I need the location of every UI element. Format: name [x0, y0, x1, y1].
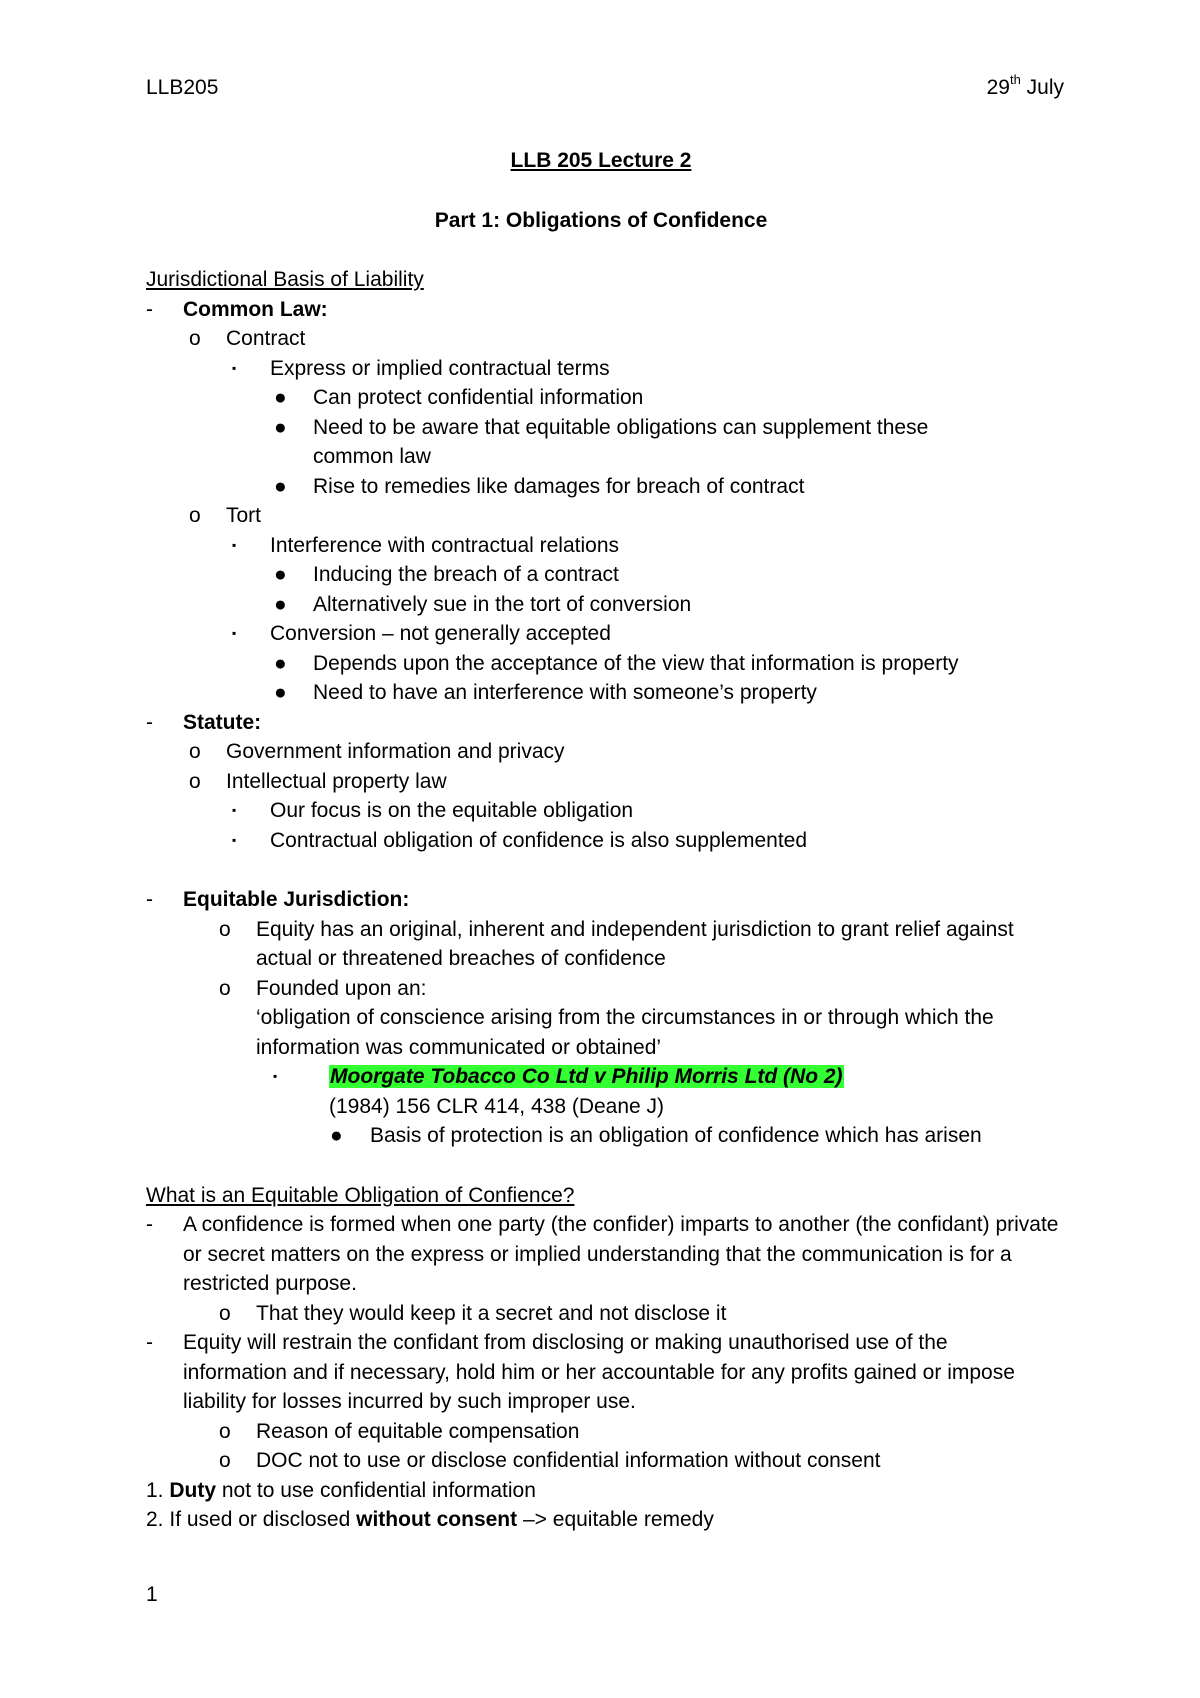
header-date-month: July [1026, 76, 1064, 99]
bold-text: without consent [356, 1508, 518, 1531]
list-item-protect [146, 383, 1066, 413]
header-date-day: 29 [986, 76, 1010, 99]
list-item-statute [146, 708, 1066, 738]
list-item-text: Conversion – not generally accepted [270, 622, 611, 645]
page-title: LLB 205 Lecture 2 [510, 149, 692, 172]
list-item-text: Reason of equitable compensation [256, 1419, 580, 1443]
square-bullet: ▪ [232, 626, 237, 640]
item-text: not to use confidential information [221, 1478, 536, 1502]
list-item-text: Basis of protection is an obligation of confidence which has arisen [370, 1124, 982, 1147]
list-item-text: Statute: [183, 710, 262, 734]
list-item-equity-original [146, 915, 1066, 974]
spacer [146, 855, 1066, 885]
list-item-text: A confidence is formed when one party (the confider) imparts to another (the confidant) private or secret matters on the express or implied understanding that the communication is for a restricted purpose. [183, 1213, 1059, 1295]
list-item-tort [146, 501, 1066, 531]
list-item-text: Tort [226, 504, 262, 527]
document-body [146, 146, 1066, 1535]
circle-bullet: o [189, 769, 201, 793]
dot-bullet: ● [330, 1124, 343, 1147]
list-item-text: Our focus is on the equitable obligation [270, 799, 634, 822]
list-item-text: Alternatively sue in the tort of conversion [313, 592, 692, 616]
circle-bullet: o [219, 976, 231, 1000]
list-item-interference [146, 531, 1066, 561]
list-item-text: Interference with contractual relations [270, 533, 620, 557]
list-item-restrain [146, 1328, 1066, 1417]
square-bullet: ▪ [232, 537, 237, 552]
list-item-common-law [146, 295, 1066, 325]
list-item-text: Need to have an interference with someone’s property [313, 681, 817, 704]
list-item-case [146, 1062, 1066, 1092]
list-item-express-terms [146, 354, 1066, 384]
list-item-text: Government information and privacy [226, 740, 565, 763]
circle-bullet: o [219, 917, 231, 941]
list-item-text: Equity will restrain the confidant from disclosing or making unauthorised use of the information and if necessary, hold him or her accountable for any profits gained or impose liability for losses incurred by such improper use. [183, 1331, 1015, 1413]
bold-text: Duty [169, 1478, 217, 1502]
dot-bullet: ● [274, 681, 287, 704]
list-item-text: Express or implied contractual terms [270, 356, 610, 380]
list-item-text: Need to be aware that equitable obligations can supplement these common law [313, 415, 929, 468]
list-item-remedies [146, 472, 1066, 502]
list-item-aware [146, 413, 1066, 472]
dot-bullet: ● [274, 415, 287, 439]
quote-text: ‘obligation of conscience arising from the circumstances in or through which the information was communicated or obtained’ [256, 1006, 994, 1059]
numbered-item-1 [146, 1476, 1066, 1506]
list-item-doc [146, 1446, 1066, 1476]
circle-bullet: o [219, 1419, 231, 1443]
list-item-contract [146, 324, 1066, 354]
dot-bullet: ● [274, 386, 287, 409]
list-item-depends [146, 649, 1066, 679]
item-number: 1. [146, 1478, 164, 1502]
list-item-text: Equitable Jurisdiction: [183, 888, 410, 911]
page-subtitle: Part 1: Obligations of Confidence [434, 208, 768, 232]
list-item-focus [146, 796, 1066, 826]
dash-bullet: - [146, 297, 153, 321]
list-item-contractual-supp [146, 826, 1066, 856]
dash-bullet: - [146, 1331, 153, 1354]
square-bullet: ▪ [273, 1069, 278, 1083]
header-date-suffix: th [1009, 72, 1021, 87]
square-bullet: ▪ [232, 832, 237, 847]
list-item-text: Equity has an original, inherent and independent jurisdiction to grant relief against actual or threatened breaches of confidence [256, 917, 1014, 970]
list-item-government [146, 737, 1066, 767]
item-text: If used or disclosed [169, 1508, 351, 1531]
square-bullet: ▪ [232, 360, 237, 375]
list-item-text: Contractual obligation of confidence is also supplemented [270, 828, 808, 852]
list-item-reason [146, 1417, 1066, 1447]
dash-bullet: - [146, 888, 153, 911]
circle-bullet: o [189, 504, 201, 527]
page-number: 1 [146, 1583, 158, 1606]
section-heading-equitable-obligation: What is an Equitable Obligation of Confience? [146, 1183, 575, 1207]
list-item-formed [146, 1210, 1066, 1299]
square-bullet: ▪ [232, 803, 237, 817]
item-text: –> equitable remedy [522, 1508, 714, 1531]
list-item-text: Contract [226, 327, 306, 350]
list-item-text: Can protect confidential information [313, 386, 644, 409]
numbered-item-2 [146, 1505, 1066, 1535]
list-item-text: Common Law: [183, 297, 328, 321]
list-item-text: Inducing the breach of a contract [313, 563, 619, 586]
circle-bullet: o [219, 1449, 231, 1472]
dot-bullet: ● [274, 651, 287, 675]
list-item-text: That they would keep it a secret and not disclose it [256, 1301, 727, 1325]
dot-bullet: ● [274, 474, 287, 498]
list-item-alternatively [146, 590, 1066, 620]
circle-bullet: o [189, 327, 201, 350]
circle-bullet: o [189, 740, 201, 763]
list-item-conversion [146, 619, 1066, 649]
item-number: 2. [146, 1508, 164, 1531]
dot-bullet: ● [274, 592, 287, 616]
list-item-ip-law [146, 767, 1066, 797]
list-item-need-interference [146, 678, 1066, 708]
header-date [987, 73, 1064, 103]
list-item-text: Intellectual property law [226, 769, 447, 793]
list-item-text: Rise to remedies like damages for breach of contract [313, 474, 805, 498]
list-item-text: Depends upon the acceptance of the view that information is property [313, 651, 959, 675]
list-item-basis [146, 1121, 1066, 1151]
dash-bullet: - [146, 1213, 153, 1236]
case-name-highlight: Moorgate Tobacco Co Ltd v Philip Morris Ltd (No 2) [330, 1065, 843, 1088]
list-item-text: DOC not to use or disclose confidential information without consent [256, 1449, 881, 1472]
case-citation: (1984) 156 CLR 414, 438 (Deane J) [329, 1094, 665, 1118]
list-item-founded [146, 974, 1066, 1004]
section-heading-jurisdictional-basis: Jurisdictional Basis of Liability [146, 268, 424, 291]
list-item-equitable-jurisdiction [146, 885, 1066, 915]
dot-bullet: ● [274, 563, 287, 586]
list-item-text: Founded upon an: [256, 976, 427, 1000]
circle-bullet: o [219, 1301, 231, 1325]
header-course-code: LLB205 [146, 76, 219, 99]
list-item-secret [146, 1299, 1066, 1329]
dash-bullet: - [146, 710, 153, 734]
list-item-inducing [146, 560, 1066, 590]
